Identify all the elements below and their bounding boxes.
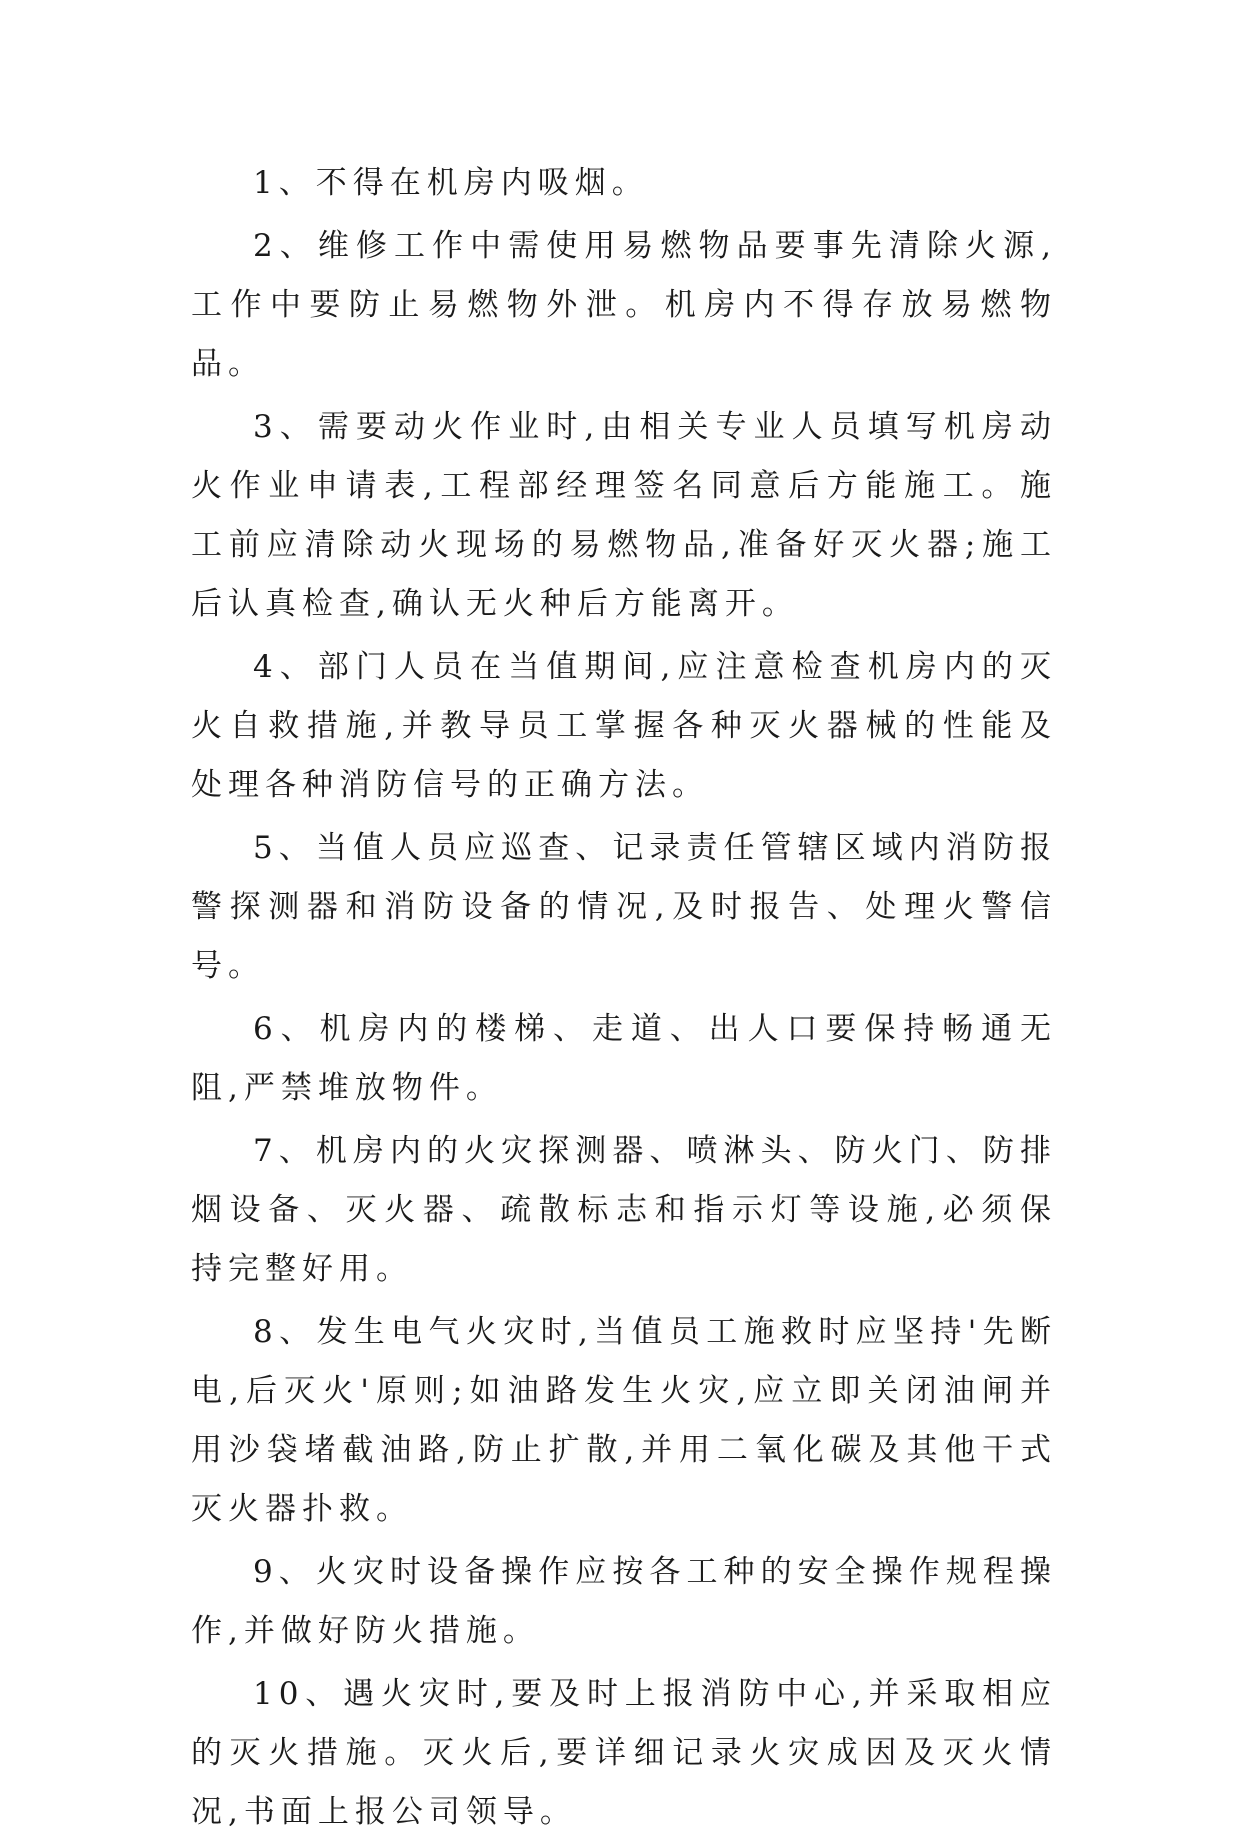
paragraph-3: 3、需要动火作业时,由相关专业人员填写机房动火作业申请表,工程部经理签名同意后方能施工。施工前应清除动火现场的易燃物品,准备好灭火器;施工后认真检查,确认无火种后方能离开。 (191, 409, 1057, 622)
paragraph-10: 10、遇火灾时,要及时上报消防中心,并采取相应的灭火措施。灭火后,要详细记录火灾成因及灭火情况,书面上报公司领导。 (191, 1676, 1057, 1830)
paragraph-1: 1、不得在机房内吸烟。 (253, 165, 649, 201)
paragraph-9: 9、火灾时设备操作应按各工种的安全操作规程操作,并做好防火措施。 (191, 1554, 1057, 1649)
paragraph-5: 5、当值人员应巡查、记录责任管辖区域内消防报警探测器和消防设备的情况,及时报告、处理火警信号。 (191, 830, 1057, 984)
paragraph-4: 4、部门人员在当值期间,应注意检查机房内的灭火自救措施,并教导员工掌握各种灭火器械的性能及处理各种消防信号的正确方法。 (191, 649, 1057, 803)
paragraph-2: 2、维修工作中需使用易燃物品要事先清除火源,工作中要防止易燃物外泄。机房内不得存放易燃物品。 (191, 228, 1057, 382)
paragraph-8: 8、发生电气火灾时,当值员工施救时应坚持'先断电,后灭火'原则;如油路发生火灾,应立即关闭油闸并用沙袋堵截油路,防止扩散,并用二氧化碳及其他干式灭火器扑救。 (191, 1314, 1057, 1527)
document-body (191, 154, 1057, 1846)
paragraph-7: 7、机房内的火灾探测器、喷淋头、防火门、防排烟设备、灭火器、疏散标志和指示灯等设施,必须保持完整好用。 (191, 1133, 1057, 1287)
paragraph-6: 6、机房内的楼梯、走道、出人口要保持畅通无阻,严禁堆放物件。 (191, 1011, 1057, 1106)
